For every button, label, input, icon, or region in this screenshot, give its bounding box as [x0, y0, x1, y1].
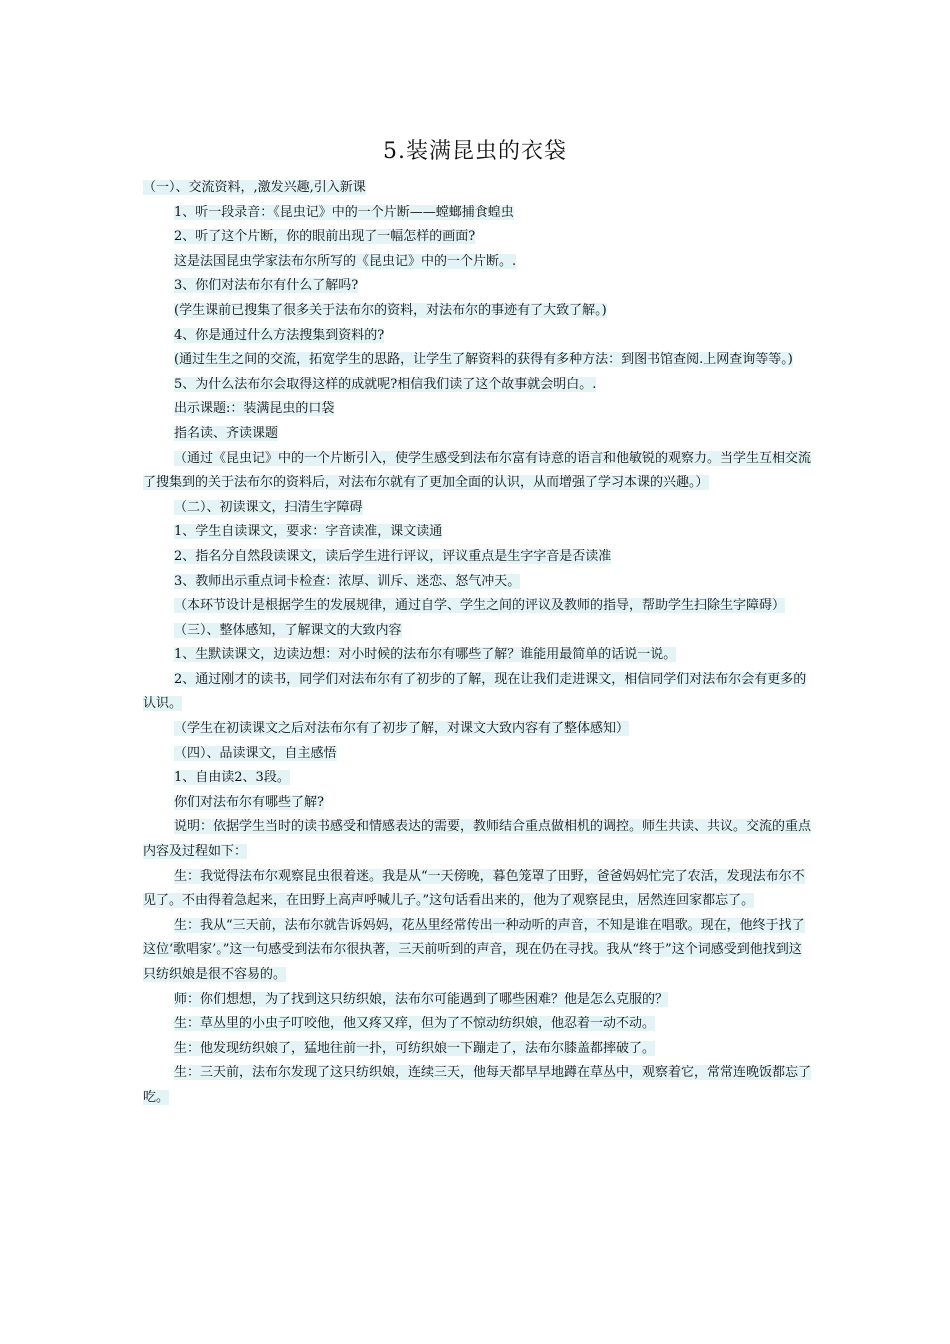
- paragraph-text: （通过《昆虫记》中的一个片断引入，使学生感受到法布尔富有诗意的语言和他敏锐的观察力。当学生互相交流了搜集到的关于法布尔的资料后，对法布尔就有了更加全面的认识，从而增强了学习本课的兴趣。）: [143, 450, 812, 491]
- paragraph-text: 你们对法布尔有哪些了解?: [174, 794, 324, 810]
- document-title: 5.装满昆虫的衣袋: [383, 139, 567, 164]
- paragraph: [143, 250, 811, 275]
- paragraph: [143, 914, 811, 988]
- paragraph-text: 5、为什么法布尔会取得这样的成就呢?相信我们读了这个故事就会明白。.: [174, 376, 597, 392]
- paragraph: [143, 1012, 811, 1037]
- paragraph: [143, 274, 811, 299]
- paragraph: [143, 397, 811, 422]
- paragraph: [143, 717, 811, 742]
- paragraph: [143, 348, 811, 373]
- paragraph-text: 师：你们想想，为了找到这只纺织娘，法布尔可能遇到了哪些困难？他是怎么克服的？: [174, 991, 669, 1007]
- paragraph-text: 出示课题:：装满昆虫的口袋: [174, 401, 335, 417]
- paragraph-text: 4、你是通过什么方法搜集到资料的?: [174, 327, 385, 343]
- paragraph: [143, 619, 811, 644]
- paragraph-text: 生：三天前，法布尔发现了这只纺织娘，连续三天，他每天都早早地蹲在草丛中，观察着它，常常连晚饭都忘了吃。: [143, 1065, 812, 1105]
- paragraph: [143, 594, 811, 619]
- paragraph-text: （学生在初读课文之后对法布尔有了初步了解，对课文大致内容有了整体感知）: [174, 721, 630, 737]
- paragraph-text: 3、教师出示重点词卡检查：浓厚、训斥、迷恋、怒气冲天。: [174, 573, 521, 589]
- paragraph-text: 2、指名分自然段读课文，读后学生进行评议，评议重点是生字字音是否读准: [174, 548, 612, 564]
- paragraph-text: 生：他发现纺织娘了，猛地往前一扑，可纺织娘一下蹦走了，法布尔膝盖都摔破了。: [174, 1040, 656, 1056]
- paragraph: [143, 373, 811, 398]
- paragraph: [143, 324, 811, 349]
- paragraph: [143, 742, 811, 767]
- paragraph-text: 3、你们对法布尔有什么了解吗?: [174, 278, 359, 294]
- paragraph: [143, 447, 811, 496]
- paragraph: [143, 1061, 811, 1110]
- paragraph: [143, 422, 811, 447]
- paragraph-text: (学生课前已搜集了很多关于法布尔的资料，对法布尔的事迹有了大致了解。): [174, 302, 607, 318]
- paragraph: [143, 520, 811, 545]
- paragraph-text: （三）、整体感知，了解课文的大致内容: [174, 622, 402, 638]
- paragraph: [143, 545, 811, 570]
- paragraph-text: 2、听了这个片断，你的眼前出现了一幅怎样的画面?: [174, 229, 476, 245]
- paragraph: [143, 865, 811, 914]
- paragraph: [143, 176, 811, 201]
- paragraph: [143, 791, 811, 816]
- paragraph-text: 指名读、齐读课题: [174, 425, 279, 441]
- paragraph-text: （本环节设计是根据学生的发展规律，通过自学、学生之间的评议及教师的指导，帮助学生扫除生字障碍）: [174, 598, 786, 614]
- paragraph: [143, 496, 811, 521]
- paragraph-text: 这是法国昆虫学家法布尔所写的《昆虫记》中的一个片断。.: [174, 253, 517, 269]
- paragraph-text: 1、学生自读课文，要求：字音读准，课文读通: [174, 524, 443, 540]
- paragraph-text: 2、通过刚才的读书，同学们对法布尔有了初步的了解，现在让我们走进课文，相信同学们对法布尔会有更多的认识。: [143, 671, 807, 712]
- paragraph: [143, 766, 811, 791]
- paragraph: [143, 299, 811, 324]
- document-body: [143, 176, 811, 1111]
- paragraph: [143, 815, 811, 864]
- paragraph-text: 说明：依据学生当时的读书感受和情感表达的需要，教师结合重点做相机的调控。师生共读、共议。交流的重点内容及过程如下：: [143, 819, 812, 860]
- paragraph: [143, 201, 811, 226]
- paragraph-text: 1、自由读2、3段。: [174, 770, 290, 786]
- paragraph-text: 生：我从“三天前，法布尔就告诉妈妈，花丛里经常传出一种动听的声音，不知是谁在唱歌。现在，他终于找了这位‘歌唱家’。”这一句感受到法布尔很执著，三天前听到的声音，现在仍在寻找。我从“终于”这个词感受到他找到这只纺织娘是很不容易的。: [143, 917, 805, 982]
- paragraph-text: (通过生生之间的交流，拓宽学生的思路，让学生了解资料的获得有多种方法：到图书馆查阅.上网查询等等。): [174, 352, 793, 368]
- paragraph-text: （四）、品读课文，自主感悟: [174, 745, 337, 761]
- paragraph: [143, 988, 811, 1013]
- paragraph-text: 生：草丛里的小虫子叮咬他，他又疼又痒，但为了不惊动纺织娘，他忍着一动不动。: [174, 1016, 656, 1032]
- paragraph: [143, 225, 811, 250]
- paragraph: [143, 668, 811, 717]
- paragraph-text: （二）、初读课文，扫清生字障碍: [174, 499, 363, 515]
- paragraph-text: （一）、交流资料，,激发兴趣,引入新课: [143, 180, 366, 195]
- paragraph: [143, 643, 811, 668]
- paragraph-text: 生：我觉得法布尔观察昆虫很着迷。我是从“一天傍晚，暮色笼罩了田野，爸爸妈妈忙完了农活，发现法布尔不见了。不由得着急起来，在田野上高声呼喊儿子。”这句话看出来的，他为了观察昆虫，居然连回家都忘了。: [143, 868, 805, 909]
- paragraph: [143, 1037, 811, 1062]
- paragraph: [143, 570, 811, 595]
- paragraph-text: 1、听一段录音：《昆虫记》中的一个片断——螳螂捕食蝗虫: [174, 204, 514, 220]
- paragraph-text: 1、生默读课文，边读边想：对小时候的法布尔有哪些了解？谁能用最简单的话说一说。: [174, 647, 677, 663]
